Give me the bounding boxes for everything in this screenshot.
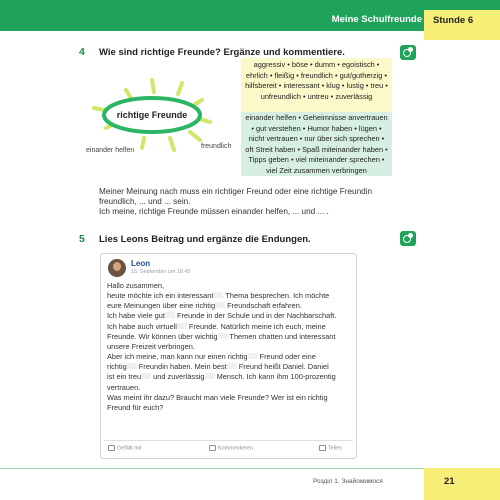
post-text: Freunde. Natürlich meine ich euch, meine (186, 321, 326, 331)
mindmap-right-label: freundlich (201, 143, 232, 150)
post-text: und zuverlässig (151, 372, 205, 382)
post-text: unsere Freizeit verbringen. (107, 341, 195, 351)
task-4-title: Wie sind richtige Freunde? Ergänze und kommentiere. (99, 47, 345, 58)
read-write-icon (400, 231, 416, 246)
post-text: Ich habe auch virtuell (107, 321, 177, 331)
task-5-number: 5 (79, 233, 85, 245)
comment-icon (209, 445, 216, 451)
page-header (0, 0, 500, 40)
task-5-title: Lies Leons Beitrag und ergänze die Endungen. (99, 234, 311, 245)
post-line (107, 383, 353, 393)
post-text: eure Meinungen über eine richtig (107, 301, 216, 311)
post-line (107, 291, 353, 301)
ending-blank[interactable] (218, 333, 228, 339)
stunde-box (424, 6, 500, 40)
post-text: Thema besprechen. Ich möchte (223, 291, 330, 301)
thumbs-up-icon (108, 445, 115, 451)
post-text: Freund heißt Daniel. Daniel (236, 362, 329, 372)
ending-blank[interactable] (213, 292, 223, 298)
ending-blank[interactable] (205, 373, 215, 379)
social-post (100, 253, 357, 459)
task-4-number: 4 (79, 46, 85, 58)
adjective-word-bank: aggressiv • böse • dumm • egoistisch • ehrlich • fleißig • freundlich • gut/gutherzig • hilfsbereit • interessant • klug • lustig • treu • unfreundlich • untreu • zuverlässig (241, 58, 392, 112)
post-text: richtig (107, 362, 127, 372)
comment-label: Kommentieren (218, 445, 254, 452)
post-line (107, 403, 353, 413)
page-number: 21 (444, 476, 455, 487)
task-4-text-line-3: Ich meine, richtige Freunde müssen einander helfen, ... und ... . (99, 207, 329, 216)
post-line (107, 301, 353, 311)
post-author[interactable]: Leon (131, 259, 151, 268)
task-4-text-line-1: Meiner Meinung nach muss ein richtiger Freund oder eine richtige Freundin (99, 187, 373, 196)
ending-blank[interactable] (141, 373, 151, 379)
post-line (107, 372, 353, 382)
post-date: 15. September um 16:45 (131, 269, 191, 275)
post-body (107, 281, 353, 413)
post-text: Ich habe viele gut (107, 311, 165, 321)
post-text: Aber ich meine, man kann nur einen richtig (107, 352, 248, 362)
post-line (107, 332, 353, 342)
share-button[interactable] (319, 445, 342, 451)
post-line (107, 362, 353, 372)
ending-blank[interactable] (248, 353, 258, 359)
ending-blank[interactable] (127, 363, 137, 369)
post-text: ist ein treu (107, 372, 142, 382)
share-label: Teilen (328, 445, 343, 452)
mindmap-left-label: einander helfen (86, 147, 135, 154)
page-footer (0, 468, 500, 500)
stunde-label: Stunde 6 (433, 15, 474, 26)
post-divider (104, 440, 353, 441)
ending-blank[interactable] (227, 363, 237, 369)
task-4-text-line-2: freundlich, ... und ... sein. (99, 197, 191, 206)
section-title: Meine Schulfreunde (331, 14, 422, 25)
pair-work-icon (400, 45, 416, 60)
post-line (107, 352, 353, 362)
page-number-box (424, 468, 500, 500)
post-text: Freunde. Wir können über wichtig (107, 331, 218, 341)
mindmap-center-label: richtige Freunde (116, 110, 188, 120)
comment-button[interactable] (209, 445, 253, 451)
ending-blank[interactable] (165, 312, 175, 318)
post-line (107, 342, 353, 352)
post-text: Freund oder eine (257, 352, 316, 362)
post-text: vertrauen. (107, 382, 141, 392)
ending-blank[interactable] (177, 323, 187, 329)
post-text: Freund für euch? (107, 402, 164, 412)
like-label: Gefällt mir (117, 445, 142, 452)
footer-lesson: Розділ 1. Знайомимося (313, 478, 383, 485)
post-text: Was meint ihr dazu? Braucht man viele Freunde? Wer ist ein richtig (107, 392, 328, 402)
post-line (107, 322, 353, 332)
post-text: Mensch. Ich kann ihm 100-prozentig (214, 372, 336, 382)
post-text: Freundin haben. Mein best (136, 362, 227, 372)
like-button[interactable] (108, 445, 142, 451)
post-line (107, 311, 353, 321)
ending-blank[interactable] (215, 302, 225, 308)
avatar (108, 259, 126, 277)
post-text: Freunde in der Schule und in der Nachbarschaft. (174, 311, 337, 321)
post-line (107, 281, 353, 291)
post-text: Hallo zusammen, (107, 281, 165, 290)
post-text: Themen chatten und interessant (227, 331, 336, 341)
post-text: Freundschaft erfahren. (225, 301, 302, 311)
post-text: heute möchte ich ein interessant (107, 291, 214, 301)
mindmap (86, 78, 246, 168)
phrase-word-bank: einander helfen • Geheimnisse anvertrauen • gut verstehen • Humor haben • lügen • nicht vertrauen • nur über sich sprechen • oft Streit haben • Spaß miteinander haben • Tipps geben • viel miteinander sprechen • viel Zeit zusammen verbringen (241, 112, 392, 176)
post-line (107, 393, 353, 403)
share-icon (319, 445, 326, 451)
